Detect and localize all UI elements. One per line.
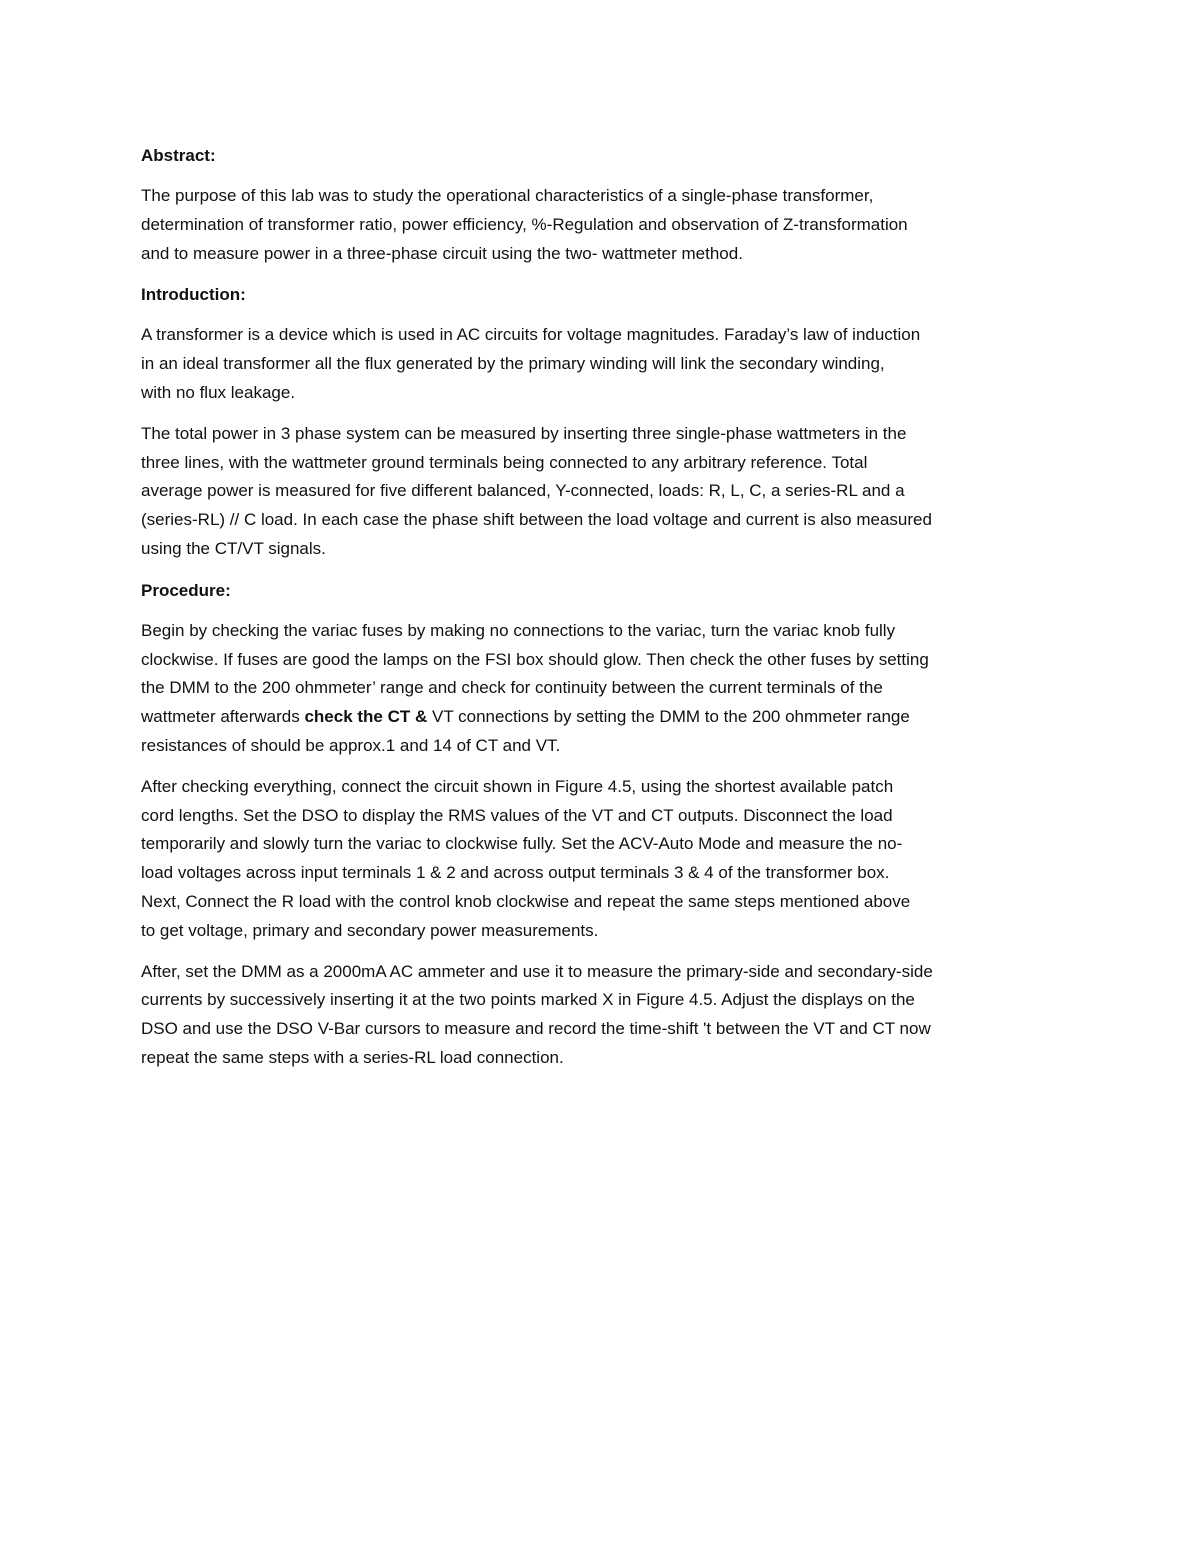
text-line (141, 703, 1066, 732)
text-line: using the CT/VT signals. (141, 538, 326, 558)
text-line: with no flux leakage. (141, 382, 296, 402)
text-line: (series-RL) // C load. In each case the phase shift between the load voltage and current is also measured (141, 510, 932, 530)
text-line: The total power in 3 phase system can be measured by inserting three single-phase wattmeters in the (141, 423, 907, 443)
text-line: and to measure power in a three-phase circuit using the two- wattmeter method. (141, 243, 743, 263)
text-line: After checking everything, connect the circuit shown in Figure 4.5, using the shortest available patch (141, 776, 894, 796)
text-line: three lines, with the wattmeter ground terminals being connected to any arbitrary reference. Total (141, 452, 868, 472)
procedure-paragraph-3 (141, 958, 1066, 1073)
procedure-paragraph-2 (141, 773, 1066, 946)
text-line: Next, Connect the R load with the control knob clockwise and repeat the same steps mentioned above (141, 891, 911, 911)
text-line: to get voltage, primary and secondary power measurements. (141, 920, 599, 940)
text-line: repeat the same steps with a series-RL load connection. (141, 1047, 564, 1067)
bold-text-run: check the CT & (304, 707, 428, 727)
text-line: in an ideal transformer all the flux generated by the primary winding will link the secondary winding, (141, 354, 885, 374)
text-line: determination of transformer ratio, power efficiency, %-Regulation and observation of Z-transformation (141, 214, 908, 234)
abstract-heading: Abstract: (141, 146, 216, 165)
text-line: resistances of should be approx.1 and 14 of CT and VT. (141, 735, 561, 755)
document-body (141, 141, 1066, 1085)
introduction-paragraph-1 (141, 321, 1066, 407)
text-line: clockwise. If fuses are good the lamps on the FSI box should glow. Then check the other fuses by setting (141, 649, 929, 669)
text-line: temporarily and slowly turn the variac to clockwise fully. Set the ACV-Auto Mode and measure the no- (141, 834, 903, 854)
text-run: VT connections by setting the DMM to the 200 ohmmeter range (427, 707, 910, 727)
text-run: wattmeter afterwards (141, 707, 305, 727)
text-line: The purpose of this lab was to study the operational characteristics of a single-phase transformer, (141, 186, 874, 205)
abstract-paragraph (141, 182, 1066, 268)
procedure-heading: Procedure: (141, 580, 231, 600)
text-line: average power is measured for five different balanced, Y-connected, loads: R, L, C, a series-RL and a (141, 481, 905, 501)
introduction-heading: Introduction: (141, 285, 246, 305)
text-line: After, set the DMM as a 2000mA AC ammeter and use it to measure the primary-side and secondary-side (141, 961, 933, 981)
procedure-paragraph-1 (141, 617, 1066, 761)
text-line: currents by successively inserting it at the two points marked X in Figure 4.5. Adjust the displays on the (141, 990, 915, 1010)
text-line: Begin by checking the variac fuses by making no connections to the variac, turn the variac knob fully (141, 620, 896, 640)
text-line: A transformer is a device which is used in AC circuits for voltage magnitudes. Faraday’s law of induction (141, 325, 921, 345)
introduction-paragraph-2 (141, 420, 1066, 564)
text-line: cord lengths. Set the DSO to display the RMS values of the VT and CT outputs. Disconnect the load (141, 805, 893, 825)
text-line: the DMM to the 200 ohmmeter’ range and check for continuity between the current terminals of the (141, 678, 883, 698)
text-line: load voltages across input terminals 1 & 2 and across output terminals 3 & 4 of the transformer box. (141, 863, 890, 883)
text-line: DSO and use the DSO V-Bar cursors to measure and record the time-shift 't between the VT and CT now (141, 1019, 931, 1039)
